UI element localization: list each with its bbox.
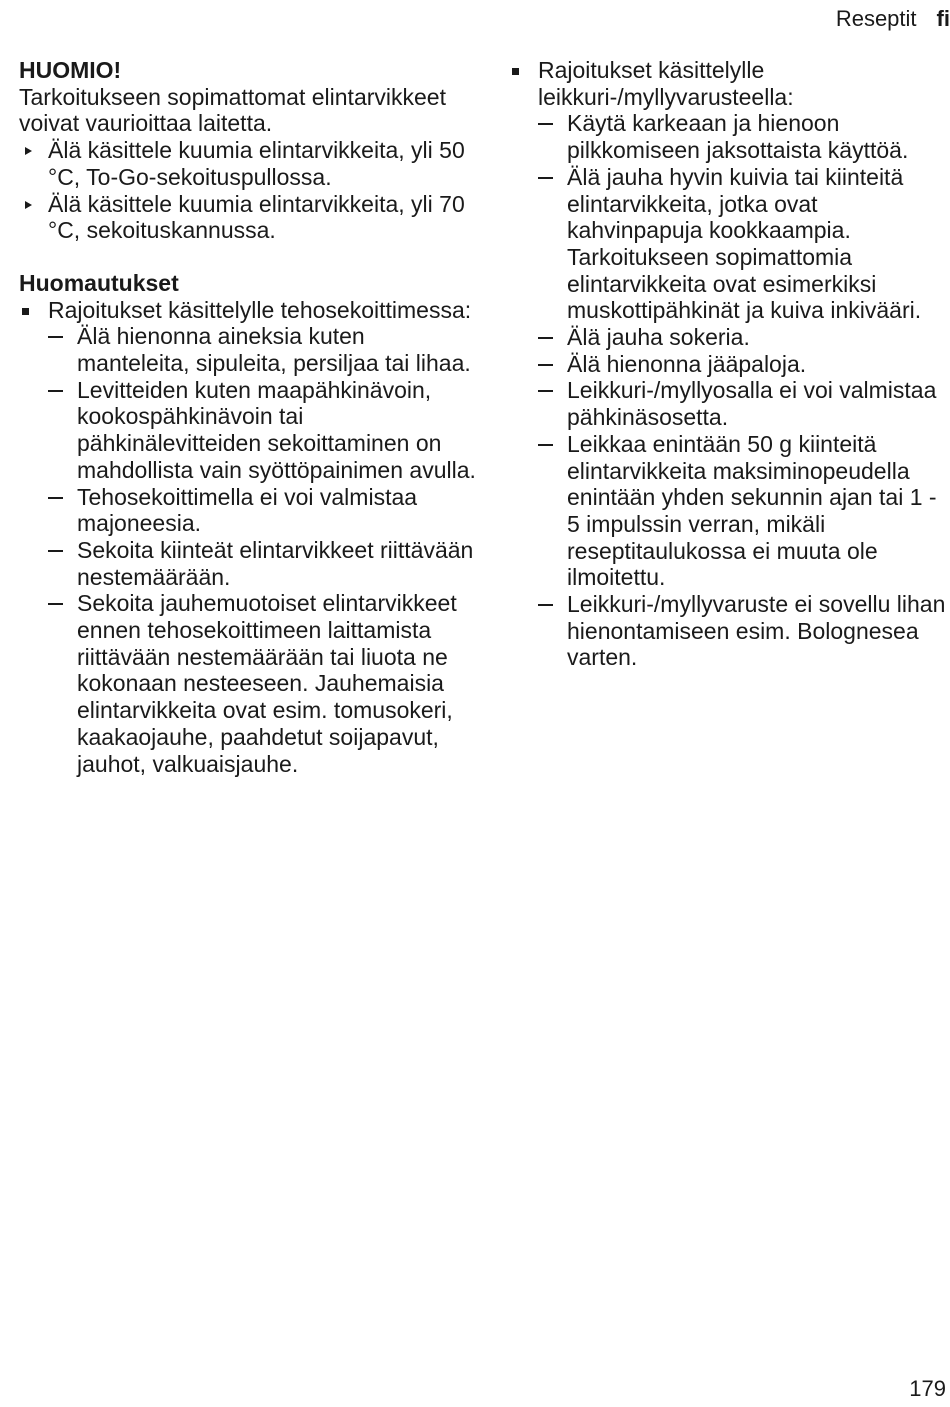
- list-item: [48, 323, 479, 376]
- chopper-restrictions-label: Rajoitukset käsittelylle leikkuri-/myllyvarusteella:: [538, 57, 794, 110]
- dash-bullet-icon: [538, 123, 553, 125]
- dash-bullet-icon: [48, 497, 63, 499]
- dash-bullet-icon: [48, 550, 63, 552]
- dash-bullet-icon: [48, 390, 63, 392]
- list-item: [48, 590, 479, 777]
- list-item: [538, 591, 950, 671]
- dash-bullet-icon: [538, 177, 553, 179]
- dash-bullet-icon: [538, 444, 553, 446]
- triangle-bullet-icon: [25, 147, 32, 155]
- list-item-text: Sekoita kiinteät elintarvikkeet riittävään nestemäärään.: [77, 536, 474, 590]
- list-item-text: Älä jauha sokeria.: [567, 324, 750, 351]
- list-item-text: Tehosekoittimella ei voi valmistaa majoneesia.: [77, 483, 418, 537]
- dash-bullet-icon: [538, 604, 553, 606]
- list-item: [538, 377, 950, 430]
- warning-item-text: Älä käsittele kuumia elintarvikkeita, yli 70 °C, sekoituskannussa.: [48, 190, 465, 244]
- list-item-text: Käytä karkeaan ja hienoon pilkkomiseen jaksottaista käyttöä.: [567, 110, 909, 164]
- list-item-text: Leikkuri-/myllyosalla ei voi valmistaa pähkinäsosetta.: [567, 377, 937, 431]
- warning-text: Tarkoitukseen sopimattomat elintarvikkeet voivat vaurioittaa laitetta.: [19, 83, 446, 137]
- header-section-title: Reseptit: [835, 6, 917, 31]
- page-number: 179: [909, 1376, 946, 1402]
- notes-title: Huomautukset: [19, 269, 179, 296]
- list-item-text: Sekoita jauhemuotoiset elintarvikkeet ennen tehosekoittimeen laittamista riittävään nestemäärään tai liuota ne kokonaan nesteeseen. Jauhemaisia elintarvikkeita ovat esim. tomusokeri, kaakaojauhe, paahdetut soijapavut, jauhot, valkuaisjauhe.: [77, 590, 457, 777]
- warning-item: [19, 191, 479, 244]
- list-item-text: Älä jauha hyvin kuivia tai kiinteitä elintarvikkeita, jotka ovat kahvinpapuja kookkaampia. Tarkoitukseen sopimattomia elintarvikkeita ovat esimerkiksi muskottipähkinät ja kuiva inkivääri.: [567, 163, 922, 324]
- list-item: [538, 164, 950, 324]
- list-item: [538, 431, 950, 591]
- list-item: [48, 484, 479, 537]
- warning-item: [19, 137, 479, 190]
- blender-restrictions: [19, 297, 479, 778]
- dash-bullet-icon: [48, 336, 63, 338]
- list-item: [538, 110, 950, 163]
- list-item: [538, 324, 950, 351]
- right-column: [509, 57, 950, 671]
- chopper-restrictions: [509, 57, 950, 671]
- list-item-text: Leikkaa enintään 50 g kiinteitä elintarvikkeita maksiminopeudella enintään yhden sekunnin ajan tai 1 - 5 impulssin verran, mikäli reseptitaulukossa ei muuta ole ilmoitettu.: [567, 430, 937, 591]
- square-bullet-icon: [512, 68, 519, 75]
- running-header: [836, 6, 950, 33]
- left-column: [19, 57, 479, 777]
- list-item-text: Levitteiden kuten maapähkinävoin, kookospähkinävoin tai pähkinälevitteiden sekoittaminen on mahdollista vain syöttöpainimen avulla.: [77, 376, 476, 483]
- list-item-text: Älä hienonna jääpaloja.: [567, 350, 807, 377]
- blender-restrictions-list: [48, 323, 479, 777]
- chopper-restrictions-list: [538, 110, 950, 671]
- blender-restrictions-label: Rajoitukset käsittelylle tehosekoittimessa:: [48, 296, 472, 323]
- list-item-text: Älä hienonna aineksia kuten manteleita, sipuleita, persiljaa tai lihaa.: [77, 323, 471, 377]
- list-item: [48, 537, 479, 590]
- dash-bullet-icon: [48, 603, 63, 605]
- triangle-bullet-icon: [25, 201, 32, 209]
- dash-bullet-icon: [538, 364, 553, 366]
- header-language-code: fi: [936, 6, 950, 31]
- list-item: [48, 377, 479, 484]
- list-item-text: Leikkuri-/myllyvaruste ei sovellu lihan hienontamiseen esim. Bolognesea varten.: [567, 591, 946, 671]
- dash-bullet-icon: [538, 390, 553, 392]
- dash-bullet-icon: [538, 337, 553, 339]
- warning-item-text: Älä käsittele kuumia elintarvikkeita, yli 50 °C, To-Go-sekoituspullossa.: [48, 137, 465, 190]
- list-item: [538, 351, 950, 378]
- warning-title: HUOMIO!: [19, 57, 122, 83]
- square-bullet-icon: [22, 308, 29, 315]
